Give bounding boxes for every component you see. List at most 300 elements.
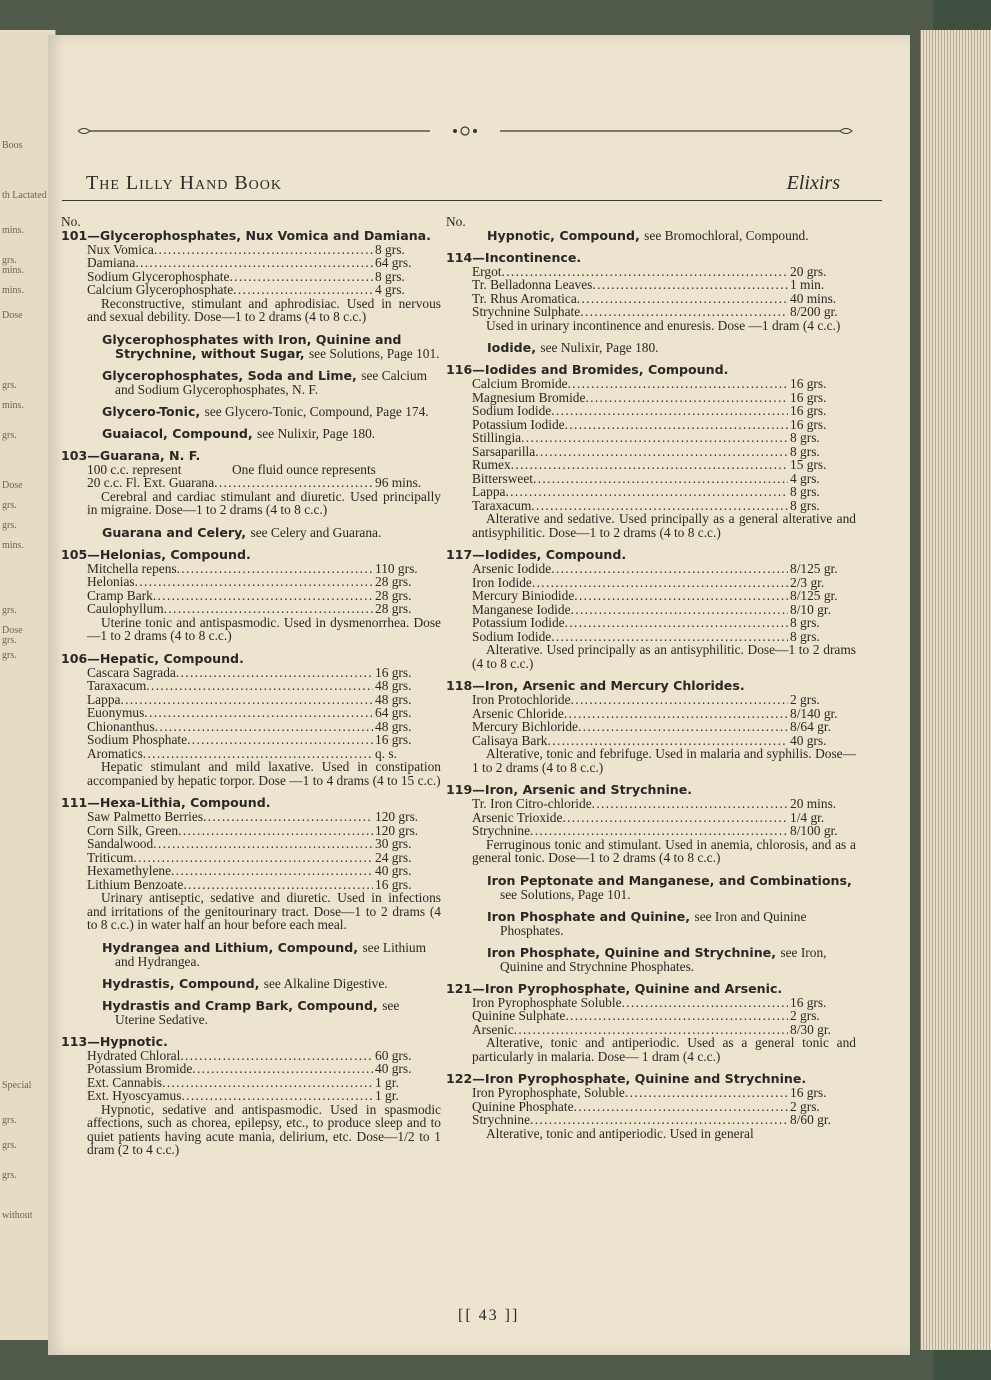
ingredient-name: Mitchella repens [87, 560, 177, 576]
xref-note: see Nulixir, Page 180. [257, 425, 376, 441]
ingredient-dose: 15 grs. [790, 457, 827, 472]
ingredient-name: Calcium Glycerophosphate [87, 282, 234, 297]
leader-dots [183, 878, 373, 892]
formula-entry [61, 1035, 441, 1157]
xref-title: Hydrastis and Cramp Bark, Compound, [102, 997, 378, 1013]
ingredient-name: Sodium Iodide [472, 403, 552, 418]
ingredient-dose: 2 grs. [790, 692, 820, 707]
ingredient-dose: 110 grs. [375, 560, 418, 576]
ingredient-row [446, 278, 856, 292]
xref-note: see Celery and Guarana. [250, 524, 382, 540]
ingredient-row [446, 305, 856, 319]
ingredient-name: Quinine Phosphate [472, 1098, 574, 1114]
ingredient-row [446, 603, 856, 617]
leader-dots [551, 404, 788, 418]
ingredient-name: Cramp Bark [87, 587, 153, 603]
leader-dots [192, 1062, 373, 1076]
ingredient-dose: 8 grs. [375, 268, 405, 284]
ingredient-row [446, 1100, 856, 1114]
leader-dots [144, 706, 373, 720]
cross-reference [61, 999, 441, 1027]
leader-dots [625, 1086, 788, 1100]
ingredient-name: Tr. Belladonna Leaves [472, 277, 593, 292]
ingredient-dose: 16 grs. [790, 416, 827, 432]
ingredient-name: Sodium Iodide [472, 628, 552, 644]
ingredient-dose: 1 gr. [375, 1088, 399, 1103]
formula-entry [446, 251, 856, 333]
ingredient-dose: 8 grs. [790, 443, 820, 459]
xref-note: see Solutions, Page 101. [500, 886, 631, 902]
ingredient-row [61, 878, 441, 892]
ingredient-row [446, 499, 856, 513]
ingredient-name: Lappa [472, 484, 506, 499]
left-page-text-fragment: Boos [2, 140, 23, 151]
ingredient-row [61, 706, 441, 720]
leader-dots [178, 824, 373, 838]
ingredient-row [446, 589, 856, 603]
leader-dots [564, 707, 788, 721]
ingredient-name: Aromatics [87, 745, 143, 761]
ingredient-name: Strychnine [472, 823, 531, 838]
ingredient-dose: 16 grs. [790, 376, 827, 391]
ingredient-name: Arsenic Iodide [472, 561, 552, 576]
leader-dots [565, 1009, 788, 1023]
formula-description: Alterative, tonic and antiperiodic. Used in general [486, 1125, 754, 1141]
left-page-text-fragment: grs. [2, 520, 17, 531]
left-page-text-fragment: grs. [2, 255, 17, 266]
ingredient-dose: 2 grs. [790, 1008, 820, 1023]
ingredient-row [446, 616, 856, 630]
ingredient-dose: 16 grs. [375, 732, 412, 747]
left-page-text-fragment: th Lactated [2, 190, 47, 201]
ingredient-name: Ext. Hyoscyamus [87, 1088, 182, 1103]
left-page-text-fragment: grs. [2, 1170, 17, 1181]
running-header-section: Elixirs [786, 172, 840, 194]
formula-heading: 106—Hepatic, Compound. [61, 650, 244, 666]
xref-title: Iron Phosphate and Quinine, [487, 908, 691, 924]
ingredient-name: Saw Palmetto Berries [87, 809, 204, 824]
ingredient-name: Calisaya Bark [472, 732, 548, 748]
xref-note: see Bromochloral, Compound. [644, 227, 809, 243]
column-no-label: No. [61, 214, 81, 229]
ingredient-dose: 16 grs. [790, 1085, 827, 1100]
xref-note: see Calcium and Sodium Glycerophosphates, N. F. [115, 367, 428, 397]
ingredient-row [446, 265, 856, 279]
formula-entry [446, 679, 856, 774]
ingredient-dose: 8 grs. [790, 484, 820, 499]
leader-dots [176, 666, 373, 680]
represent-line [61, 463, 441, 477]
leader-dots [622, 996, 788, 1010]
xref-title: Glycero-Tonic, [102, 403, 201, 419]
formula-description: Hepatic stimulant and mild laxative. Used in constipation accompanied by hepatic torpor. Dose —1 to 4 drams (4 to 15 c.c.) [87, 759, 441, 788]
ingredient-dose: 120 grs. [375, 809, 419, 824]
cross-reference [446, 946, 856, 974]
left-page-text-fragment: grs. [2, 635, 17, 646]
ingredient-dose: 8/140 gr. [790, 705, 838, 721]
ingredient-name: Bittersweet [472, 470, 533, 486]
formula-heading: 103—Guarana, N. F. [61, 447, 201, 463]
formula-heading: 119—Iron, Arsenic and Strychnine. [446, 782, 693, 797]
leader-dots [551, 630, 788, 644]
ingredient-dose: 16 grs. [375, 876, 412, 892]
formula-entry [446, 1072, 856, 1140]
ingredient-dose: 1 min. [790, 277, 825, 292]
leader-dots [146, 679, 373, 693]
left-page-text-fragment: without [2, 1210, 33, 1221]
leader-dots [153, 837, 373, 851]
ingredient-row [446, 391, 856, 405]
ingredient-name: Mercury Biniodide [472, 588, 575, 603]
ingredient-dose: 120 grs. [375, 822, 419, 838]
ingredient-dose: 8/10 gr. [790, 601, 831, 617]
formula-entry [446, 363, 856, 539]
ingredient-name: Sodium Phosphate [87, 732, 188, 747]
left-page-text-fragment: grs. [2, 380, 17, 391]
leader-dots [177, 562, 373, 576]
formula-description: Ferruginous tonic and stimulant. Used in anemia, chlorosis, and as a general tonic. Dose—1 to 2 drams (4 to 8 c.c.) [472, 836, 856, 865]
ingredient-name: Calcium Bromide [472, 376, 568, 391]
ingredient-dose: 20 mins. [790, 796, 837, 811]
ingredient-name: Iron Protochloride [472, 692, 571, 707]
ingredient-row [446, 431, 856, 445]
ingredient-row [446, 693, 856, 707]
leader-dots [533, 472, 788, 486]
ingredient-dose: 8 grs. [375, 241, 405, 257]
ingredient-dose: 8/64 gr. [790, 719, 831, 734]
formula-entry [446, 548, 856, 670]
ingredient-row [61, 476, 441, 490]
xref-note: see Alkaline Digestive. [263, 975, 388, 991]
ingredient-dose: 60 grs. [375, 1047, 412, 1063]
ingredient-name: Nux Vomica [87, 241, 154, 257]
left-column [61, 215, 441, 1166]
ingredient-dose: 30 grs. [375, 836, 412, 851]
ingredient-row [61, 747, 441, 761]
ingredient-name: Quinine Sulphate [472, 1008, 566, 1023]
leader-dots [530, 824, 788, 838]
left-page-text-fragment: grs. [2, 605, 17, 616]
ingredient-row [61, 270, 441, 284]
ingredient-dose: 8/125 gr. [790, 561, 838, 576]
ingredient-row [61, 575, 441, 589]
ingredient-row [61, 720, 441, 734]
leader-dots [548, 734, 789, 748]
ingredient-row [446, 720, 856, 734]
leader-dots [154, 243, 373, 257]
leader-dots [180, 1049, 373, 1063]
formula-description: Uterine tonic and antispasmodic. Used in dysmenorrhea. Dose—1 to 2 drams (4 to 8 c.c.) [87, 614, 441, 643]
ingredient-row [61, 1049, 441, 1063]
ingredient-row [61, 589, 441, 603]
ingredient-row [61, 602, 441, 616]
cross-reference [61, 526, 441, 540]
xref-title: Hydrastis, Compound, [102, 975, 260, 991]
left-page-text-fragment: Dose [2, 625, 23, 636]
xref-title: Iodide, [487, 340, 537, 355]
ingredient-dose: 8/125 gr. [790, 588, 838, 603]
ingredient-dose: 48 grs. [375, 678, 412, 693]
formula-description: Cerebral and cardiac stimulant and diuretic. Used principally in migraine. Dose—1 to 2 drams (4 to 8 c.c.) [87, 488, 441, 517]
ingredient-name: Hexamethylene [87, 863, 172, 878]
cross-reference [446, 874, 856, 902]
right-column [446, 215, 856, 1149]
ingredient-dose: 8/60 gr. [790, 1112, 831, 1127]
ingredient-name: Potassium Iodide [472, 416, 565, 432]
ingredient-dose: 8 grs. [790, 628, 820, 644]
ingredient-name: Taraxacum [87, 678, 147, 693]
leader-dots [521, 431, 788, 445]
ingredient-dose: 8 grs. [790, 497, 820, 513]
leader-dots [571, 693, 788, 707]
cross-reference [446, 341, 856, 355]
book-page [48, 35, 910, 1355]
ingredient-row [446, 485, 856, 499]
left-page-text-fragment: Dose [2, 480, 23, 491]
ingredient-name: Helonias [87, 574, 135, 589]
cross-reference [61, 427, 441, 441]
ingredient-row [446, 458, 856, 472]
xref-note: see Lithium and Hydrangea. [115, 939, 427, 969]
formula-description: Used in urinary incontinence and enuresis. Dose —1 dram (4 c.c.) [486, 317, 841, 333]
page-number: [[ 43 ]] [458, 1307, 520, 1324]
formula-entry [61, 796, 441, 932]
xref-title: Iron Peptonate and Manganese, and Combinations, [487, 872, 852, 888]
xref-note: see Nulixir, Page 180. [540, 340, 659, 355]
leader-dots [143, 747, 373, 761]
ingredient-row [61, 1062, 441, 1076]
ingredient-name: Iron Pyrophosphate, Soluble [472, 1085, 625, 1100]
ingredient-dose: 48 grs. [375, 718, 412, 734]
leader-dots [233, 283, 373, 297]
ingredient-dose: 16 grs. [375, 664, 412, 680]
ingredient-row [446, 811, 856, 825]
ingredient-dose: 8/200 gr. [790, 304, 838, 319]
ingredient-dose: q. s. [375, 745, 397, 761]
cross-reference [446, 229, 856, 243]
ingredient-row [61, 283, 441, 297]
formula-description: Reconstructive, stimulant and aphrodisiac. Used in nervous and sexual debility. Dose—1 to 2 drams (4 to 8 c.c.) [87, 295, 441, 324]
ingredient-row [61, 666, 441, 680]
leader-dots [133, 851, 373, 865]
leader-dots [578, 720, 788, 734]
leader-dots [171, 864, 373, 878]
leader-dots [514, 1023, 788, 1037]
ingredient-name: Iron Iodide [472, 574, 532, 590]
ingredient-dose: 16 grs. [790, 403, 827, 418]
ingredient-row [446, 418, 856, 432]
formula-heading: 116—Iodides and Bromides, Compound. [446, 362, 729, 377]
ingredient-row [446, 630, 856, 644]
ingredient-dose: 8/30 gr. [790, 1021, 831, 1037]
ingredient-dose: 8 grs. [790, 430, 820, 445]
ingredient-dose: 1 gr. [375, 1074, 399, 1090]
ingredient-name: Potassium Iodide [472, 615, 565, 630]
leader-dots [551, 562, 788, 576]
formula-heading: 101—Glycerophosphates, Nux Vomica and Damiana. [61, 227, 431, 243]
ingredient-dose: 48 grs. [375, 691, 412, 707]
ingredient-dose: 2/3 gr. [790, 574, 825, 590]
leader-dots [135, 256, 373, 270]
ingredient-dose: 8/100 gr. [790, 823, 838, 838]
formula-entry [61, 449, 441, 517]
xref-title: Iron Phosphate, Quinine and Strychnine, [487, 944, 776, 960]
left-page-text-fragment: grs. [2, 500, 17, 511]
ingredient-dose: 20 grs. [790, 263, 827, 279]
ingredient-dose: 16 grs. [790, 994, 827, 1010]
xref-note: see Iron and Quinine Phosphates. [500, 908, 807, 938]
leader-dots [153, 589, 373, 603]
xref-title: Hypnotic, Compound, [487, 227, 640, 243]
leader-dots [565, 418, 788, 432]
ingredient-dose: 28 grs. [375, 601, 412, 616]
ingredient-dose: 40 mins. [790, 290, 837, 306]
left-page-text-fragment: Dose [2, 310, 23, 321]
leader-dots [585, 391, 788, 405]
ingredient-row [61, 837, 441, 851]
leader-dots [135, 575, 373, 589]
ingredient-row [61, 1089, 441, 1103]
left-page-text-fragment: mins. [2, 400, 24, 411]
formula-description: Hypnotic, sedative and antispasmodic. Used in spasmodic affections, such as chorea, epilepsy, etc., to produce sleep and to quiet patients having acute mania, delirium, etc. Dose—1/2 to 1 dram (2 to 4 c.c.) [87, 1101, 441, 1157]
ingredient-name: Potassium Bromide [87, 1061, 193, 1076]
ingredient-dose: 2 grs. [790, 1098, 820, 1114]
ingredient-row [446, 1086, 856, 1100]
formula-description: Urinary antiseptic, sedative and diuretic. Used in infections and irritations of the genitourinary tract. Dose—1 to 2 drams (4 to 8 c.c.) in water half an hour before each meal. [87, 890, 441, 932]
ingredient-row [446, 1113, 856, 1127]
ingredient-dose: 16 grs. [790, 389, 827, 405]
ingredient-name: Caulophyllum [87, 601, 164, 616]
ingredient-dose: 40 grs. [375, 863, 412, 878]
xref-title: Hydrangea and Lithium, Compound, [102, 939, 359, 955]
formula-description: Alterative. Used principally as an antisyphilitic. Dose—1 to 2 drams (4 to 8 c.c.) [472, 642, 856, 671]
leader-dots [187, 733, 373, 747]
ingredient-name: Stillingia [472, 430, 522, 445]
ingredient-name: Euonymus [87, 705, 145, 720]
leader-dots [574, 589, 788, 603]
column-no-label: No. [446, 214, 466, 229]
ingredient-dose: 96 mins. [375, 475, 422, 490]
cross-reference [446, 910, 856, 938]
leader-dots [565, 616, 788, 630]
leader-dots [181, 1089, 373, 1103]
ingredient-dose: 4 grs. [790, 470, 820, 486]
ingredient-row [446, 797, 856, 811]
leader-dots [574, 1100, 788, 1114]
leader-dots [580, 305, 788, 319]
leader-dots [203, 810, 373, 824]
leader-dots [592, 797, 788, 811]
ingredient-dose: 40 grs. [375, 1061, 412, 1076]
leader-dots [120, 693, 373, 707]
left-page-text-fragment: grs. [2, 650, 17, 661]
ingredient-name: Hydrated Chloral [87, 1047, 181, 1063]
page-stack-edge [920, 30, 991, 1350]
cross-reference [61, 369, 441, 397]
leader-dots [502, 265, 788, 279]
formula-heading: 121—Iron Pyrophosphate, Quinine and Arsenic. [446, 980, 783, 996]
left-page-text-fragment: grs. [2, 1140, 17, 1151]
formula-entry [61, 229, 441, 324]
ingredient-name: Ext. Cannabis [87, 1074, 163, 1090]
ingredient-name: Cascara Sagrada [87, 664, 176, 680]
running-header-title: The Lilly Hand Book [86, 172, 283, 194]
ingredient-name: Lappa [87, 691, 121, 707]
ingredient-name: Arsenic Trioxide [472, 809, 563, 825]
formula-entry [61, 652, 441, 788]
leader-dots [562, 811, 788, 825]
ingredient-row [446, 377, 856, 391]
cross-reference [61, 333, 441, 361]
ingredient-row [61, 243, 441, 257]
ingredient-row [446, 292, 856, 306]
xref-note: see Solutions, Page 101. [308, 345, 440, 361]
ingredient-dose: 40 grs. [790, 732, 827, 748]
cross-reference [61, 941, 441, 969]
ingredient-dose: 64 grs. [375, 705, 412, 720]
ingredient-dose: 64 grs. [375, 255, 412, 270]
formula-entry [61, 548, 441, 643]
ingredient-row [446, 1009, 856, 1023]
ingredient-row [61, 562, 441, 576]
ingredient-row [446, 707, 856, 721]
ingredient-row [61, 679, 441, 693]
represent-left: 100 c.c. represent [87, 461, 182, 477]
ingredient-row [446, 576, 856, 590]
leader-dots [214, 476, 373, 490]
ingredient-name: Ergot [472, 263, 502, 279]
left-page-text-fragment: mins. [2, 540, 24, 551]
leader-dots [532, 576, 788, 590]
left-page-text-fragment: mins. [2, 225, 24, 236]
ingredient-row [61, 810, 441, 824]
left-page-text-fragment: mins. [2, 265, 24, 276]
formula-heading: 114—Incontinence. [446, 249, 582, 265]
ingredient-row [61, 824, 441, 838]
ingredient-name: Manganese Iodide [472, 601, 571, 617]
ingredient-name: Strychnine Sulphate [472, 304, 581, 319]
cross-reference [61, 977, 441, 991]
ingredient-name: Sandalwood [87, 836, 154, 851]
ingredient-row [446, 996, 856, 1010]
formula-heading: 105—Helonias, Compound. [61, 546, 251, 562]
cross-reference [61, 405, 441, 419]
ingredient-name: Sodium Glycerophosphate [87, 268, 230, 284]
ingredient-name: Chionanthus [87, 718, 155, 734]
ingredient-dose: 1/4 gr. [790, 809, 825, 825]
ingredient-name: Damiana [87, 255, 136, 270]
leader-dots [505, 485, 788, 499]
ingredient-name: Magnesium Bromide [472, 389, 586, 405]
ingredient-row [61, 864, 441, 878]
formula-entry [446, 783, 856, 865]
leader-dots [592, 278, 788, 292]
ingredient-name: Rumex [472, 457, 511, 472]
xref-title: Guarana and Celery, [102, 524, 247, 540]
leader-dots [155, 720, 373, 734]
formula-description: Alterative, tonic and febrifuge. Used in malaria and syphilis. Dose—1 to 2 drams (4 to 8 c.c.) [472, 746, 856, 775]
xref-title: Guaiacol, Compound, [102, 425, 253, 441]
ingredient-dose: 28 grs. [375, 587, 412, 603]
left-page-text-fragment: Special [2, 1080, 32, 1091]
formula-heading: 113—Hypnotic. [61, 1033, 168, 1049]
formula-heading: 118—Iron, Arsenic and Mercury Chlorides. [446, 678, 745, 693]
formula-entry [446, 982, 856, 1064]
ingredient-name: Arsenic [472, 1021, 514, 1037]
ingredient-name: Tr. Iron Citro-chloride [472, 796, 592, 811]
ingredient-row [446, 824, 856, 838]
leader-dots [229, 270, 373, 284]
